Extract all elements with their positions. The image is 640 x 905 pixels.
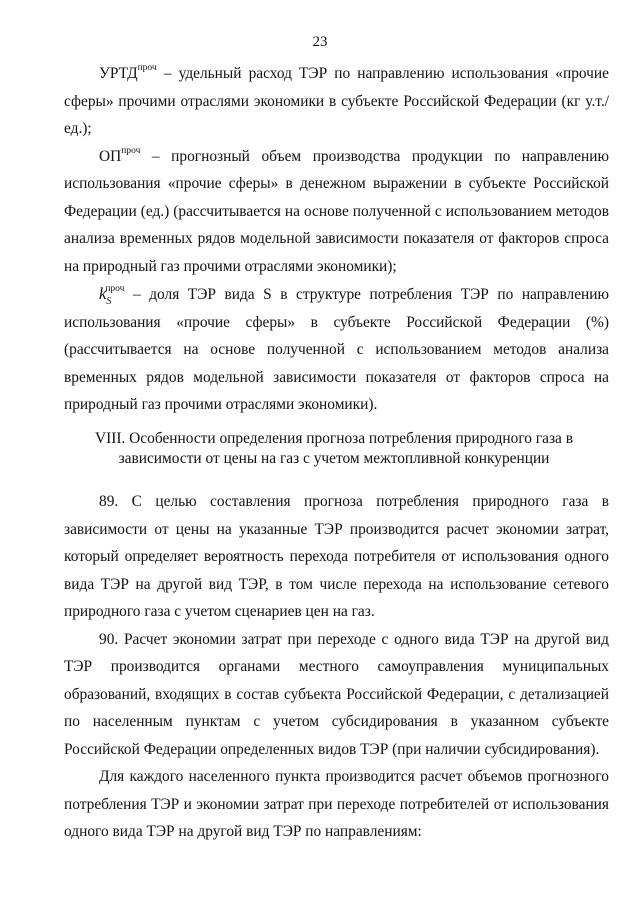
definition-k-text: – доля ТЭР вида S в структуре потребления ТЭР по направлению использования «прочие сферы» в субъекте Российской Федерации (%) (рассчитывается на основе полученной с использованием методов анализа временных рядов модельной зависимости показателя от факторов спроса на природный газ прочими отраслями экономики). [64, 286, 609, 413]
term-urtd-sup: проч [137, 63, 157, 73]
page-number: 23 [312, 34, 328, 50]
paragraph-89: 89. С целью составления прогноза потребления природного газа в зависимости от цены на указанные ТЭР производится расчет экономии затрат, который определяет вероятность перехода потребителя от использования одного вида ТЭР на другой вид ТЭР, в том числе перехода на использование сетевого природного газа с учетом сценариев цен на газ. [64, 493, 609, 620]
definition-urtd-text: – удельный расход ТЭР по направлению использования «прочие сферы» прочими отраслями экономики в субъекте Российской Федерации (кг у.т./ед.); [64, 65, 609, 137]
definition-op [64, 143, 609, 281]
definitions-block [64, 60, 609, 419]
definition-k [64, 280, 609, 419]
term-k-sub: S [106, 296, 112, 307]
paragraph-each-settlement: Для каждого населенного пункта производится расчет объемов прогнозного потребления ТЭР и экономии затрат при переходе потребителей от использования одного вида ТЭР на другой вид ТЭР по направлениям: [64, 768, 609, 840]
body-text [64, 488, 609, 846]
paragraph-90: 90. Расчет экономии затрат при переходе с одного вида ТЭР на другой вид ТЭР производится органами местного самоуправления муниципальных образований, входящих в состав субъекта Российской Федерации, с детализацией по населенным пунктам с учетом субсидирования в указанном субъекте Российской Федерации определенных видов ТЭР (при наличии субсидирования). [64, 630, 609, 758]
definition-urtd [64, 60, 609, 143]
term-k-sup: проч [105, 284, 125, 294]
term-op: ОП [99, 147, 122, 165]
section-heading: VIII. Особенности определения прогноза потребления природного газа в зависимости от цены на газ с учетом межтопливной конкуренции [95, 430, 573, 467]
term-urtd: УРТД [99, 65, 138, 82]
definition-op-text: – прогнозный объем производства продукции по направлению использования «прочие сферы» в денежном выражении в субъекте Российской Федерации (ед.) (рассчитывается на основе полученной с использованием методов анализа временных рядов модельной зависимости показателя от факторов спроса на природный газ прочими отраслями экономики); [64, 147, 609, 275]
term-k: k [99, 284, 107, 303]
term-op-sup: проч [121, 145, 141, 156]
